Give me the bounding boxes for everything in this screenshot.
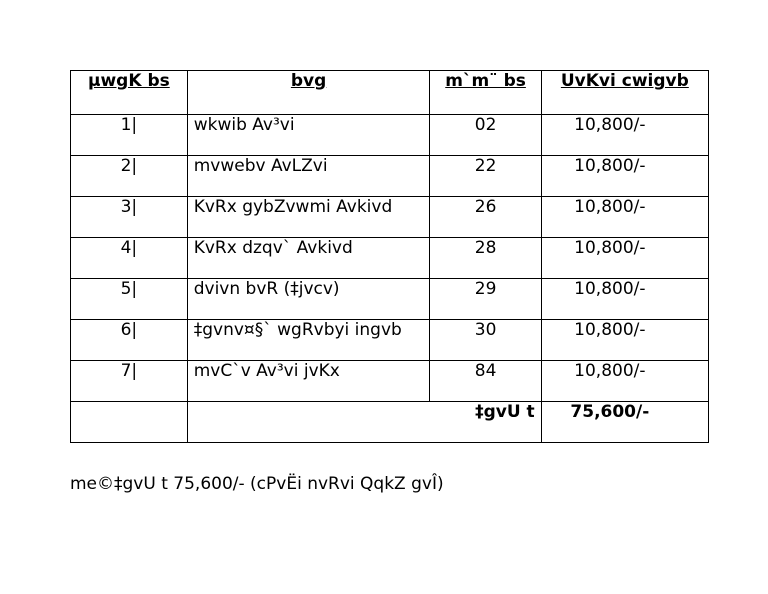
cell-member-no: 30 (430, 320, 541, 361)
header-name: bvg (187, 71, 430, 115)
cell-amount: 10,800/- (541, 279, 708, 320)
member-amount-table (70, 70, 709, 443)
cell-amount: 10,800/- (541, 115, 708, 156)
cell-serial: 7| (71, 361, 188, 402)
header-serial: µwgK bs (71, 71, 188, 115)
table-row (71, 238, 709, 279)
cell-name: dvivn bvR (‡jvcv) (187, 279, 430, 320)
table-row (71, 279, 709, 320)
cell-serial: 4| (71, 238, 188, 279)
cell-name: KvRx gybZvwmi Avkivd (187, 197, 430, 238)
table-row (71, 197, 709, 238)
table-row (71, 156, 709, 197)
cell-name: ‡gvnv¤§` wgRvbyi ingvb (187, 320, 430, 361)
table-row (71, 320, 709, 361)
cell-member-no: 26 (430, 197, 541, 238)
cell-name: wkwib Av³vi (187, 115, 430, 156)
cell-name: mvC`v Av³vi jvKx (187, 361, 430, 402)
cell-amount: 10,800/- (541, 238, 708, 279)
cell-serial: 6| (71, 320, 188, 361)
cell-serial: 3| (71, 197, 188, 238)
cell-amount: 10,800/- (541, 320, 708, 361)
cell-amount: 10,800/- (541, 361, 708, 402)
cell-name: mvwebv AvLZvi (187, 156, 430, 197)
cell-serial: 5| (71, 279, 188, 320)
cell-name: KvRx dzqv` Avkivd (187, 238, 430, 279)
header-member-no: m`m¨ bs (430, 71, 541, 115)
total-value: 75,600/- (541, 402, 708, 443)
grand-total-summary: me©‡gvU t 75,600/- (cPvËi nvRvi QqkZ gvÎ) (70, 474, 444, 494)
header-amount: UvKvi cwigvb (541, 71, 708, 115)
cell-member-no: 22 (430, 156, 541, 197)
table-row (71, 115, 709, 156)
cell-member-no: 29 (430, 279, 541, 320)
cell-amount: 10,800/- (541, 156, 708, 197)
total-empty-cell (71, 402, 188, 443)
table-header-row (71, 71, 709, 115)
cell-member-no: 84 (430, 361, 541, 402)
total-row (71, 402, 709, 443)
cell-member-no: 28 (430, 238, 541, 279)
cell-serial: 1| (71, 115, 188, 156)
cell-serial: 2| (71, 156, 188, 197)
total-label: ‡gvU t (187, 402, 541, 443)
table-row (71, 361, 709, 402)
cell-amount: 10,800/- (541, 197, 708, 238)
cell-member-no: 02 (430, 115, 541, 156)
